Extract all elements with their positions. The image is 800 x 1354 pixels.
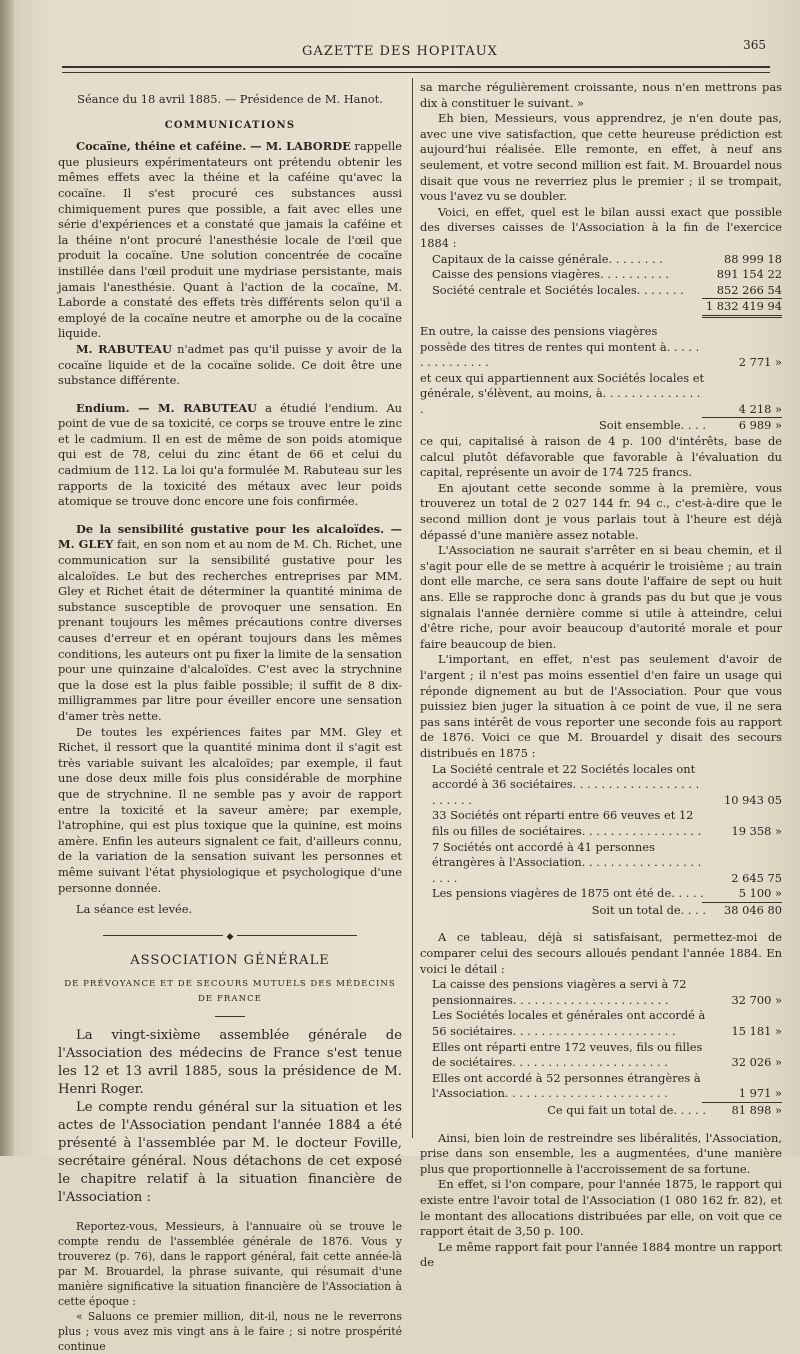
secours-1875-row: La Société centrale et 22 Sociétés locales ont accordé à 36 sociétaires. . . . . . . . . . . . . . . . . . . . . . . . 10 943 05 <box>432 761 782 807</box>
column-divider <box>412 78 413 1138</box>
page-number: 365 <box>743 38 766 52</box>
continuation-paragraph: sa marche régulièrement croissante, nous n'en mettrons pas dix à constituer le suivant. » <box>420 80 782 110</box>
total-1884-amount: 81 898 » <box>731 1103 782 1117</box>
soit-ensemble-row <box>420 418 782 434</box>
soit-ensemble-label: Soit ensemble. . . . <box>599 418 706 433</box>
effet-paragraph: En effet, si l'on compare, pour l'année 1875, le rapport qui existe entre l'avoir total de l'Association (1 080 162 fr. 82), et le montant des allocations distribuées par elle, on voit que ce rapport était de 3,50 p. 100. <box>420 1177 782 1239</box>
page-header-title: GAZETTE DES HOPITAUX <box>302 44 498 59</box>
rabuteau-text: n'admet pas qu'il puisse y avoir de la cocaïne liquide et de la cocaïne solide. Ce doit être une substance différente. <box>58 341 402 388</box>
gustative-text: fait, en son nom et au nom de M. Ch. Richet, une communication sur la sensibilité gustative pour les alcaloïdes. Le but des recherches entreprises par MM. Gley et Richet était de déterminer la quantité minima de substance susceptible de provoquer une sensation. En prenant toujours les mêmes précautions contre diverses causes d'erreur et en opérant toujours dans les mêmes conditions, les auteurs ont pu fixer la limite de la sensation pour une quinzaine d'alcaloïdes. C'est avec la strychnine que la dose est la plus faible possible; il suffit de 8 dix-milligrammes par litre pour éveiller encore une sensation d'amer très nette. <box>58 537 403 723</box>
arreter-paragraph: L'Association ne saurait s'arrêter en si beau chemin, et il s'agit pour elle de se mettre à acquérir le troisième ; au train dont elle marche, ce sera sans doute l'affaire de sept ou huit ans. Elle se rapproche donc à grands pas du but que je vous signalais l'année dernière comme si utile à atteindre, celui d'être riche, pour avoir beaucoup d'autorité morale et pour faire beaucoup de bien. <box>420 543 782 651</box>
total-1884-label: Ce qui fait un total de. . . . . <box>547 1103 706 1117</box>
bilan-table <box>432 252 782 318</box>
secours-1875-row: Les pensions viagères de 1875 ont été de. . . . . 5 100 » <box>432 886 782 901</box>
ainsi-paragraph: Ainsi, bien loin de restreindre ses libéralités, l'Association, prise dans son ensemble, les a augmentées, d'une manière plus que proportionnelle à l'accroissement de sa fortune. <box>420 1130 782 1176</box>
important-paragraph: L'important, en effet, n'est pas seulement d'avoir de l'argent ; il n'est pas moins essentiel d'en faire un usage qui réponde dignement au but de l'Association. Pour que vous puissiez bien juger la situation à ce point de vue, il ne sera pas sans intérêt de vous reporter une seconde fois au rapport de 1876. Voici ce que M. Brouardel y disait des secours distribués en 1875 : <box>420 652 782 760</box>
bilan-row: Caisse des pensions viagères. . . . . . . . . . 891 154 22 <box>432 267 782 282</box>
outre-text: En outre, la caisse des pensions viagères possède des titres de rentes qui montent à. . . . . . . . . . . . . . . <box>420 323 700 370</box>
session-heading: Séance du 18 avril 1885. — Présidence de M. Hanot. <box>77 92 383 106</box>
ceux-amount: 4 218 » <box>738 401 782 416</box>
left-column <box>58 80 402 1354</box>
communications-heading: COMMUNICATIONS <box>164 119 296 131</box>
cocaine-text: rappelle que plusieurs expérimentateurs ont prétendu obtenir les mêmes effets avec la théine et la caféine qu'avec la cocaïne. Il s'est procuré ces substances aussi chimiquement pures que possible, a fait avec elles une série d'expériences et a constaté que jamais la caféine et la théine n'ont procuré l'anesthésie locale de l'œil que produit la cocaïne. Une solution concentrée de cocaïne instillée dans l'œil produit une mydriase persistante, mais jamais l'anesthésie. Quant à l'action de la cocaïne, M. Laborde a constaté des effets très différents selon qu'il a employé de la cocaïne neutre et amorphe ou de la cocaïne liquide. <box>58 139 402 341</box>
endium-text: a étudié l'endium. Au point de vue de sa toxicité, ce corps se trouve entre le zinc et le cadmium. Il en est de même de son poids atomique qui est de 78, celui du zinc étant de 66 et celui du cadmium de 112. La loi qu'a formulée M. Rabuteau sur les rapports de la toxicité des métaux avec leur poids atomique se trouve donc encore une fois confirmée. <box>58 400 402 509</box>
voici-paragraph: Voici, en effet, quel est le bilan aussi exact que possible des diverses caisses de l'Association à la fin de l'exercice 1884 : <box>420 204 782 250</box>
total-1875-row <box>432 903 782 919</box>
bilan-total-row <box>432 299 782 315</box>
ceux-text: et ceux qui appartiennent aux Sociétés locales et générale, s'élèvent, au moins, à. . . . . . . . . . . . . . . <box>420 370 705 416</box>
eh-bien-paragraph: Eh bien, Messieurs, vous apprendrez, je n'en doute pas, avec une vive satisfaction, que cette heureuse prédiction est aujourd'hui réalisée. Elle remonte, en effet, à neuf ans seulement, et votre second million est fait. M. Brouardel nous disait que vous ne reverriez plus le premier ; il se trompait, vous l'avez vu se doubler. <box>420 111 782 204</box>
rabuteau-author: M. RABUTEAU <box>76 341 172 356</box>
association-subtitle: DE PRÉVOYANCE ET DE SECOURS MUTUELS DES MÉDECINS DE FRANCE <box>64 978 396 1005</box>
soit-ensemble-amount: 6 989 » <box>738 418 782 433</box>
secours-1884-row: Les Sociétés locales et générales ont accordé à 56 sociétaires. . . . . . . . . . . . . . . . . . . . . . . 15 181 » <box>432 1008 782 1039</box>
compte-rendu-paragraph: Le compte rendu général sur la situation et les actes de l'Association pendant l'année 1884 a été présenté à l'assemblée par M. le docteur Foville, secrétaire général. Nous détachons de cet exposé le chapitre relatif à la situation financière de l'Association : <box>58 1100 402 1206</box>
endium-title: Endium. <box>76 400 130 415</box>
secours-1875-table <box>432 762 782 919</box>
header-rule <box>62 66 770 73</box>
ajoutant-paragraph: En ajoutant cette seconde somme à la première, vous trouverez un total de 2 027 144 fr. 94 c., c'est-à-dire que le second million dont je vous parlais tout à l'heure est déjà dépassé d'une manière assez notable. <box>420 480 782 542</box>
cocaine-paragraph <box>58 139 402 342</box>
association-title: ASSOCIATION GÉNÉRALE <box>130 953 330 969</box>
secours-1884-row: Elles ont accordé à 52 personnes étrangères à l'Association. . . . . . . . . . . . . . . . . . . . . . . 1 971 » <box>432 1070 782 1101</box>
total-1875-label: Soit un total de. . . . <box>591 902 706 917</box>
total-1884-row <box>432 1103 782 1119</box>
secours-1884-table <box>432 977 782 1118</box>
cocaine-author: — M. LABORDE <box>246 139 351 154</box>
comparer-paragraph: A ce tableau, déjà si satisfaisant, permettez-moi de comparer celui des secours alloués pendant l'année 1884. En voici le détail : <box>420 930 782 976</box>
cocaine-title: Cocaïne, théine et caféine. <box>76 139 247 154</box>
endium-paragraph <box>58 401 402 510</box>
binding-edge <box>0 0 14 1156</box>
secours-1884-row: Elles ont réparti entre 172 veuves, fils ou filles de sociétaires. . . . . . . . . . . . . . . . . . . . . . 32 026 » <box>432 1039 782 1070</box>
capitalise-paragraph: ce qui, capitalisé à raison de 4 p. 100 d'intérêts, base de calcul plutôt défavorable que favorable à l'évaluation du capital, représente un avoir de 174 725 francs. <box>420 434 782 480</box>
secours-1875-row: 7 Sociétés ont accordé à 41 personnes étrangères à l'Association. . . . . . . . . . . . . . . . . . . . . 2 645 75 <box>432 839 782 885</box>
rabuteau-paragraph <box>58 342 402 389</box>
endium-author: — M. RABUTEAU <box>129 400 257 415</box>
outre-row <box>420 324 782 371</box>
assembly-paragraph: La vingt-sixième assemblée générale de l'Association des médecins de France s'est tenue les 12 et 13 avril 1885, sous la présidence de M. Henri Roger. <box>58 1028 402 1098</box>
gustative-paragraph <box>58 522 402 725</box>
seance-levee: La séance est levée. <box>76 902 193 917</box>
section-ornament: ◆ <box>58 928 402 946</box>
experiences-paragraph: De toutes les expériences faites par MM. Gley et Richet, il ressort que la quantité minima dont il s'agit est très variable suivant les alcaloïdes; par exemple, il faut une dose deux mille fois plus considérable de morphine que de strychnine. Il ne semble pas y avoir de rapport entre la toxicité et la saveur amère; par exemple, l'atrophine, qui est plus toxique que la quinine, est moins amère. Enfin les auteurs signalent ce fait, d'ailleurs connu, de la variation de la sensation suivant les personnes et même suivant l'état physiologique et psychologique d'une personne donnée. <box>58 724 402 895</box>
gustative-author: — M. GLEY <box>58 521 403 552</box>
bilan-total: 1 832 419 94 <box>705 299 782 314</box>
right-column <box>420 80 782 1271</box>
secours-1875-row: 33 Sociétés ont réparti entre 66 veuves et 12 fils ou filles de sociétaires. . . . . . . . . . . . . . . . . 19 358 » <box>432 808 782 838</box>
outre-amount: 2 771 » <box>738 355 782 370</box>
saluons-paragraph: « Saluons ce premier million, dit-il, nous ne le reverrons plus ; vous avez mis vingt ans à le faire ; si notre prospérité continue <box>58 1310 402 1354</box>
ceux-row <box>420 371 782 418</box>
total-1875-amount: 38 046 80 <box>724 902 782 917</box>
gustative-title: De la sensibilité gustative pour les alcaloïdes. <box>76 521 385 536</box>
bilan-row: Capitaux de la caisse générale. . . . . . . . 88 999 18 <box>432 251 782 266</box>
short-rule <box>215 1016 245 1017</box>
reportez-paragraph: Reportez-vous, Messieurs, à l'annuaire où se trouve le compte rendu de l'assemblée générale de 1876. Vous y trouverez (p. 76), dans le rapport général, fait cette année-là par M. Brouardel, la phrase suivante, qui résumait d'une manière significative la situation financière de l'Association à cette époque : <box>58 1220 402 1309</box>
secours-1884-row: La caisse des pensions viagères a servi à 72 pensionnaires. . . . . . . . . . . . . . . . . . . . . . 32 700 » <box>432 977 782 1007</box>
meme-rapport-paragraph: Le même rapport fait pour l'année 1884 montre un rapport de <box>420 1239 782 1270</box>
bilan-row: Société centrale et Sociétés locales. . . . . . . 852 266 54 <box>432 282 782 297</box>
